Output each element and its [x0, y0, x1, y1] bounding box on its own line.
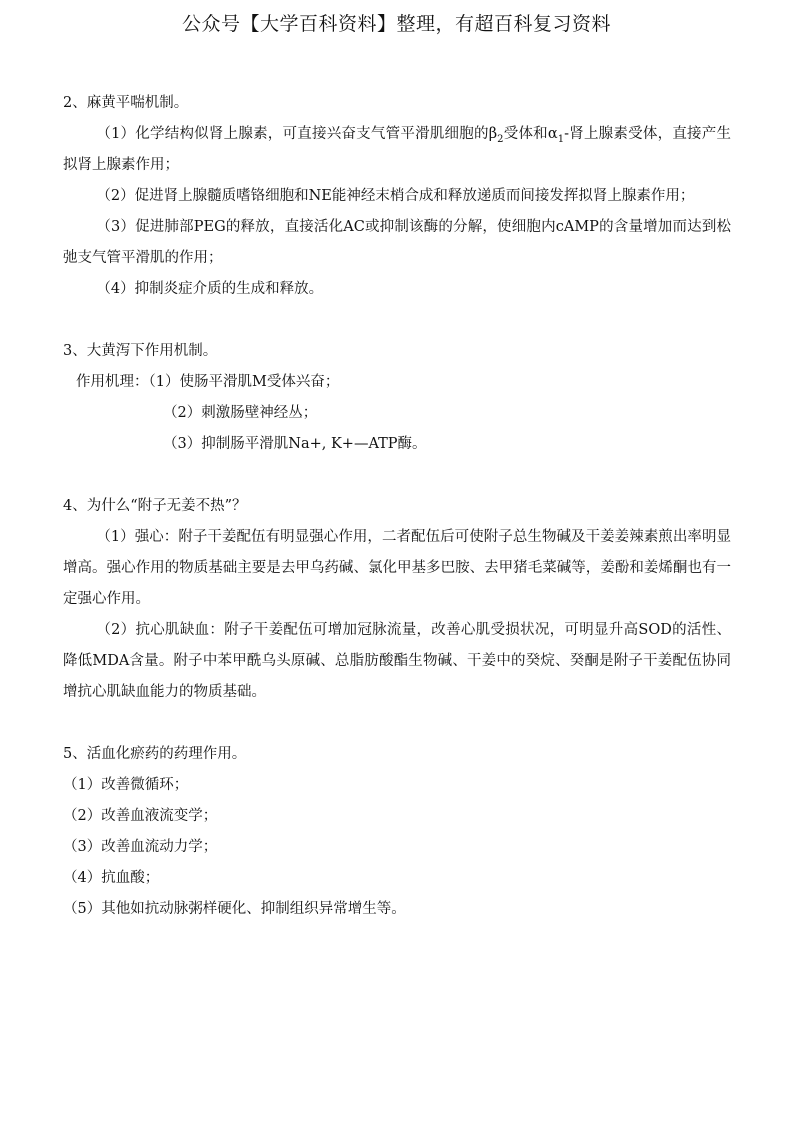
mechanism-line-3: （3）抑制肠平滑肌Na+, K+—ATP酶。: [163, 436, 427, 452]
section-2-paragraph-2: （2）促进肾上腺髓质嗜铬细胞和NE能神经末梢合成和释放递质而间接发挥拟肾上腺素作用；: [96, 188, 695, 204]
section-5: [63, 739, 731, 925]
section-2-paragraph-1: [63, 119, 731, 181]
section-2-p1-text-c: -肾上腺素受体，直接产生拟肾上腺素作用；: [63, 126, 732, 173]
list-item: （1）改善微循环；: [63, 777, 189, 793]
beta-subscript: 2: [497, 134, 504, 145]
list-item: （4）抗血酸；: [63, 870, 160, 886]
section-4: [63, 491, 731, 708]
section-2-title: 2、麻黄平喘机制。: [63, 95, 189, 111]
section-3: [63, 336, 731, 460]
section-2-p1-text-b: 受体和α: [503, 126, 558, 142]
section-2-p1-text-a: （1）化学结构似肾上腺素，可直接兴奋支气管平滑肌细胞的β: [96, 126, 498, 142]
section-4-title: 4、为什么“附子无姜不热”？: [63, 498, 247, 514]
section-2-paragraph-4: （4）抑制炎症介质的生成和释放。: [96, 281, 324, 297]
page-header: 公众号【大学百科资料】整理，有超百科复习资料: [181, 13, 611, 35]
section-4-paragraph-1: （1）强心：附子干姜配伍有明显强心作用，二者配伍后可使附子总生物碱及干姜姜辣素煎出率明显增高。强心作用的物质基础主要是去甲乌药碱、氯化甲基多巴胺、去甲猪毛菜碱等，姜酚和姜烯酮也有一定强心作用。: [63, 529, 731, 607]
document-body: [63, 88, 731, 956]
section-5-title: 5、活血化瘀药的药理作用。: [63, 746, 247, 762]
section-3-title: 3、大黄泻下作用机制。: [63, 343, 218, 359]
alpha-subscript: 1: [557, 134, 565, 145]
section-2: [63, 88, 731, 305]
section-2-paragraph-3: （3）促进肺部PEG的释放，直接活化AC或抑制该酶的分解，使细胞内cAMP的含量增加而达到松弛支气管平滑肌的作用；: [63, 219, 731, 266]
list-item: （3）改善血流动力学；: [63, 839, 218, 855]
mechanism-line-2: （2）刺激肠壁神经丛；: [163, 405, 318, 421]
list-item: （2）改善血液流变学；: [63, 808, 218, 824]
section-4-paragraph-2: （2）抗心肌缺血：附子干姜配伍可增加冠脉流量，改善心肌受损状况，可明显升高SOD的活性、降低MDA含量。附子中苯甲酰乌头原碱、总脂肪酸酯生物碱、干姜中的癸烷、癸酮是附子干姜配伍协同增抗心肌缺血能力的物质基础。: [63, 622, 731, 700]
list-item: （5）其他如抗动脉粥样硬化、抑制组织异常增生等。: [63, 901, 406, 917]
mechanism-line-1: 作用机理：（1）使肠平滑肌M受体兴奋；: [76, 374, 340, 390]
